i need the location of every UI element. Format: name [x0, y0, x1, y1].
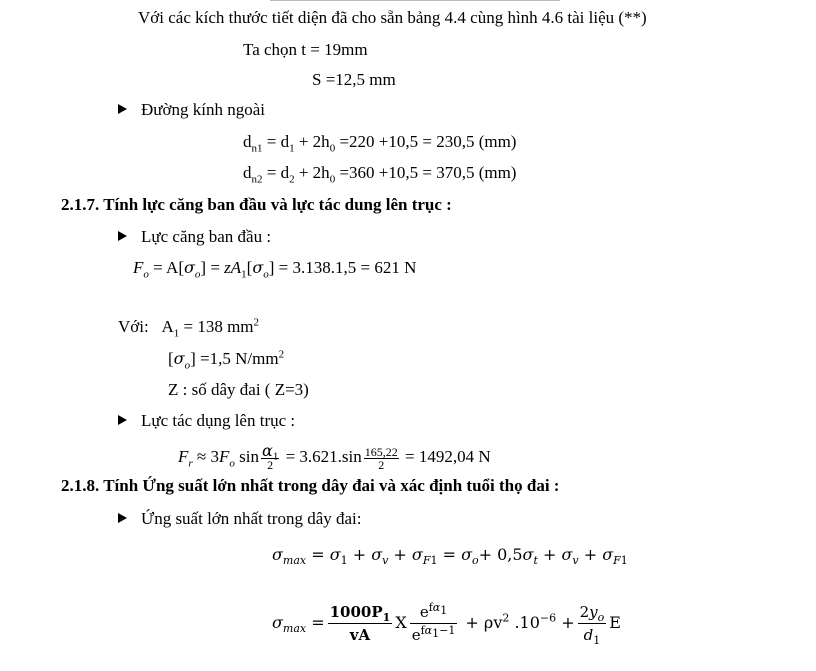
- max-stress-item: [118, 509, 361, 529]
- arrow-bullet-icon: [118, 231, 127, 241]
- formula-dn1: $d_{n1} = d_1 + 2h_0 =220 +10,5 = 230,5$ (mm): [243, 132, 517, 155]
- formula-a1: Với: $A_1 = 138$ $mm^2$: [118, 316, 260, 340]
- outer-diameter-label: Đường kính ngoài: [141, 100, 265, 119]
- intro-text: Với các kích thước tiết diện đã cho sẵn bảng 4.4 cùng hình 4.6 tài liệu (**): [138, 8, 647, 27]
- z-line: Z : số dây đai ( Z=3): [168, 380, 309, 399]
- choose-t: Ta chọn t = 19mm: [243, 40, 368, 59]
- section-heading-2-1-7: 2.1.7. Tính lực căng ban đầu và lực tác dung lên trục :: [61, 195, 452, 214]
- formula-dn2: $d_{n2} = d_2 + 2h_0 =360 +10,5 = 370,5$ (mm): [243, 163, 517, 186]
- formula-sigma-o: $[\sigma_o] =1,5$ $N/mm^2$: [168, 348, 285, 372]
- formula-sigma-max-2: $\sigma_{max}$ = $\frac{1000P_1}{vA}$ X $e^{f\alpha_1}$ $e^{f\alpha_1-1}$ + $\rho v^2$ $.10^{-6}$ + $\frac{2y_o}{d_1}$ E: [272, 601, 621, 647]
- initial-tension-label: Lực căng ban đầu :: [141, 227, 272, 246]
- top-rule: [270, 0, 560, 1]
- shaft-force-item: [118, 411, 295, 431]
- arrow-bullet-icon: [118, 415, 127, 425]
- max-stress-label: Ứng suất lớn nhất trong dây đai:: [141, 509, 362, 528]
- formula-fo: $F_o = A[\sigma_o] = zA_1[\sigma_o] = 3.138.1,5 = 621$ N: [133, 258, 417, 281]
- choose-s: S =12,5 mm: [312, 70, 396, 89]
- outer-diameter-item: [118, 100, 265, 120]
- initial-tension-item: [118, 227, 271, 247]
- formula-fr: $F_r \approx 3F_o$ sin $\frac{\alpha_1}{2}$ = 3.621.sin $\frac{165,22}{2}$ = 1492,04 N: [178, 441, 491, 473]
- shaft-force-label: Lực tác dụng lên trục :: [141, 411, 296, 430]
- formula-sigma-max-1: $\sigma_{max} = \sigma_1 + \sigma_v + \sigma_{F1} = \sigma_o+ 0,5\sigma_t + \sigma_v + \sigma_{F1}$: [272, 545, 628, 568]
- arrow-bullet-icon: [118, 104, 127, 114]
- with-label: Với:: [118, 317, 149, 336]
- arrow-bullet-icon: [118, 513, 127, 523]
- section-heading-2-1-8: 2.1.8. Tính Ứng suất lớn nhất trong dây đai và xác định tuổi thọ đai :: [61, 476, 560, 495]
